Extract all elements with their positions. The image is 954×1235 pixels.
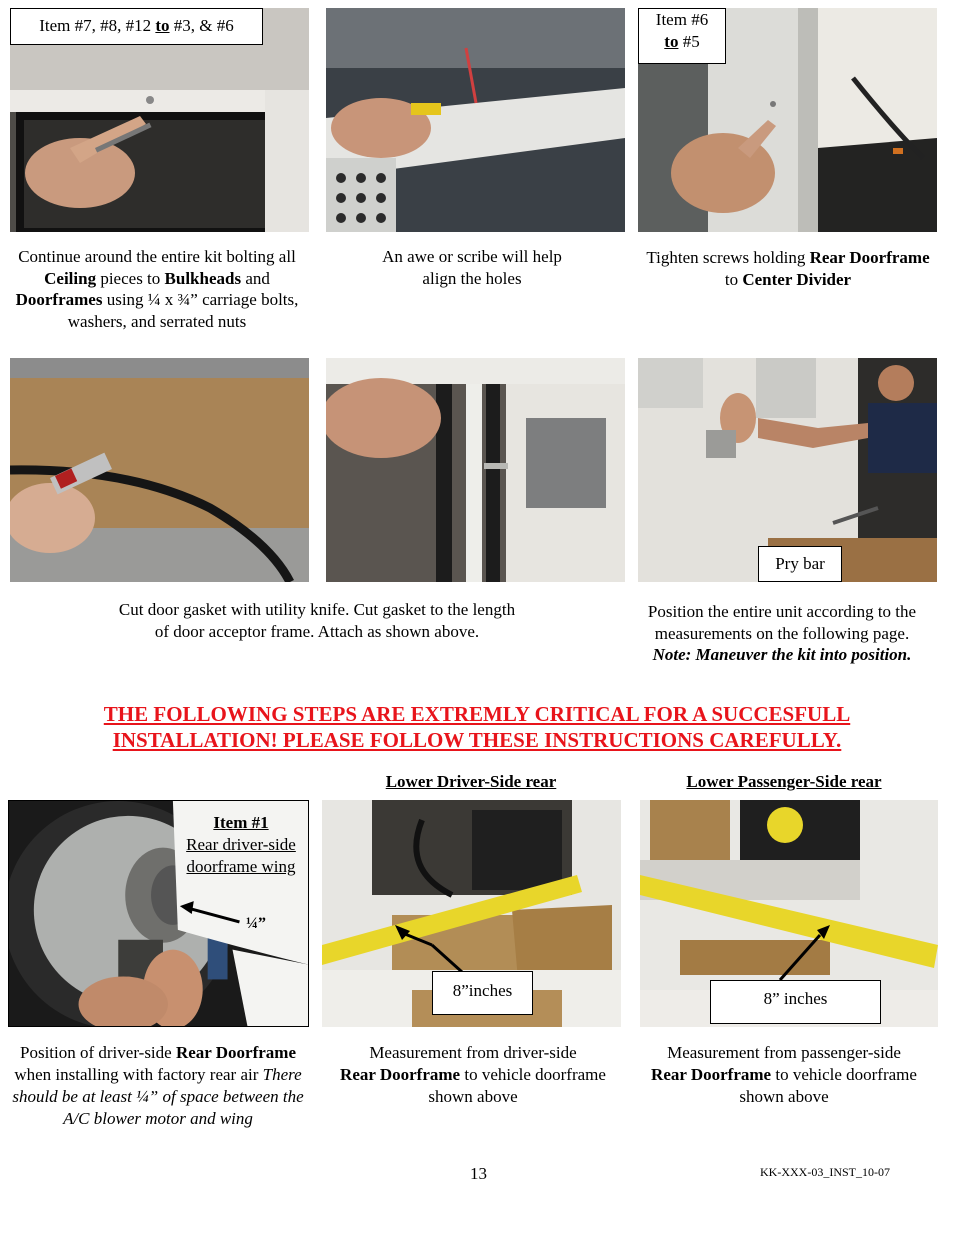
document-id: KK-XXX-03_INST_10-07 [760,1165,890,1179]
callout-pry-bar: Pry bar [758,546,842,582]
callout-items-7-8-12: Item #7, #8, #12 to #3, & #6 [10,8,263,45]
quarter-inch-label: ¼” [246,915,266,932]
photo-attach-gasket [326,358,625,582]
caption-ceiling-bolting: Continue around the entire kit bolting all Ceiling pieces to Bulkheads and Doorframes using ¼ x ¾” carriage bolts, washers, and serrated nuts [15,247,299,331]
heading-lower-driver-side: Lower Driver-Side rear [385,772,557,791]
page-number: 13 [470,1164,487,1183]
photo-cut-gasket [10,358,309,582]
photo-scribe-align [326,8,625,232]
heading-lower-passenger-side: Lower Passenger-Side rear [686,772,882,791]
callout-8-inches-driver: 8”inches [432,971,533,1015]
callout-item-6-to-5: Item #6 to #5 [638,8,726,64]
item-1-label: Item #1 Rear driver-side doorframe wing [186,813,296,876]
caption-blower-motor: Position of driver-side Rear Doorframe when installing with factory rear air There should be at least ¼” of space between the A/C blower motor and wing [12,1043,304,1128]
caption-cut-gasket: Cut door gasket with utility knife. Cut gasket to the length of door acceptor frame. Attach as shown above. [118,600,516,641]
caption-scribe: An awe or scribe will help align the holes [382,247,562,288]
callout-8-inches-passenger: 8” inches [710,980,881,1024]
caption-position-unit: Position the entire unit according to the measurements on the following page. Note: Maneuver the kit into position. [647,602,917,664]
caption-tighten-screws: Tighten screws holding Rear Doorframe to Center Divider [646,248,930,289]
caption-driver-side-measurement: Measurement from driver-side Rear Doorframe to vehicle doorframe shown above [340,1043,606,1106]
caption-passenger-side-measurement: Measurement from passenger-side Rear Doorframe to vehicle doorframe shown above [651,1043,917,1106]
critical-warning: THE FOLLOWING STEPS ARE EXTREMLY CRITICAL FOR A SUCCESFULL INSTALLATION! PLEASE FOLLOW THESE INSTRUCTIONS CAREFULLY. [103,702,851,752]
